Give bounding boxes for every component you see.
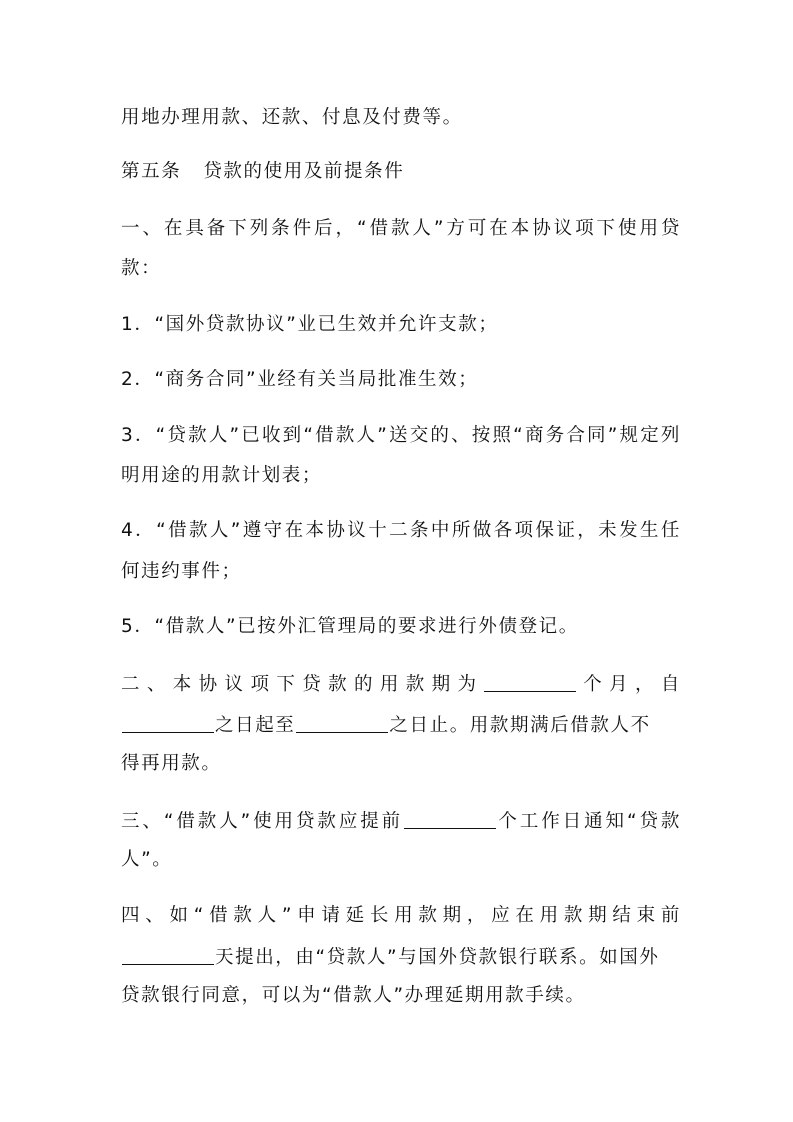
section-4-line-1: 四、如“借款人”申请延长用款期，应在用款期结束前	[121, 905, 681, 926]
section-2-line-1	[121, 671, 681, 695]
fill-blank-working-days[interactable]	[404, 808, 496, 829]
section-2-text-a: 二、本协议项下贷款的用款期为	[121, 674, 484, 695]
article-title: 贷款的使用及前提条件	[203, 161, 405, 182]
section-2-text-b: 个月，自	[577, 674, 681, 695]
condition-3-line-1: 3．“贷款人”已收到“借款人”送交的、按照“商务合同”规定列	[121, 425, 681, 446]
fill-blank-months[interactable]	[484, 671, 576, 692]
paragraph-continuation: 用地办理用款、还款、付息及付费等。	[121, 107, 463, 128]
section-1-line-1: 一、在具备下列条件后，“借款人”方可在本协议项下使用贷	[121, 218, 681, 239]
condition-3-line-2: 明用途的用款计划表；	[121, 465, 323, 486]
section-1-line-2: 款：	[121, 258, 162, 279]
section-4-text-b: 天提出，由“贷款人”与国外贷款银行联系。如国外	[215, 947, 660, 968]
section-3-line-1	[121, 808, 681, 832]
section-3-line-2: 人”。	[121, 849, 173, 870]
section-2-line-3: 得再用款。	[121, 753, 222, 774]
condition-5: 5．“借款人”已按外汇管理局的要求进行外债登记。	[121, 616, 579, 637]
condition-4-line-2: 何违约事件；	[121, 561, 242, 582]
section-2-line-2	[121, 712, 681, 736]
fill-blank-end-date[interactable]	[296, 712, 388, 733]
fill-blank-start-date[interactable]	[122, 712, 214, 733]
section-2-text-c: 之日起至	[215, 715, 296, 736]
section-2-text-d: 之日止。用款期满后借款人不	[389, 715, 651, 736]
section-3-text-a: 三、“借款人”使用贷款应提前	[121, 811, 404, 832]
article-number: 第五条	[121, 161, 182, 182]
section-3-text-b: 个工作日通知“贷款	[497, 811, 681, 832]
condition-4-line-1: 4．“借款人”遵守在本协议十二条中所做各项保证，未发生任	[121, 520, 681, 541]
condition-2: 2．“商务合同”业经有关当局批准生效；	[121, 369, 479, 390]
fill-blank-days[interactable]	[122, 944, 214, 965]
section-4-line-3: 贷款银行同意，可以为“借款人”办理延期用款手续。	[121, 985, 586, 1006]
condition-1: 1．“国外贷款协议”业已生效并允许支款；	[121, 314, 499, 335]
section-4-line-2	[121, 944, 681, 968]
article-5-heading	[121, 160, 681, 184]
